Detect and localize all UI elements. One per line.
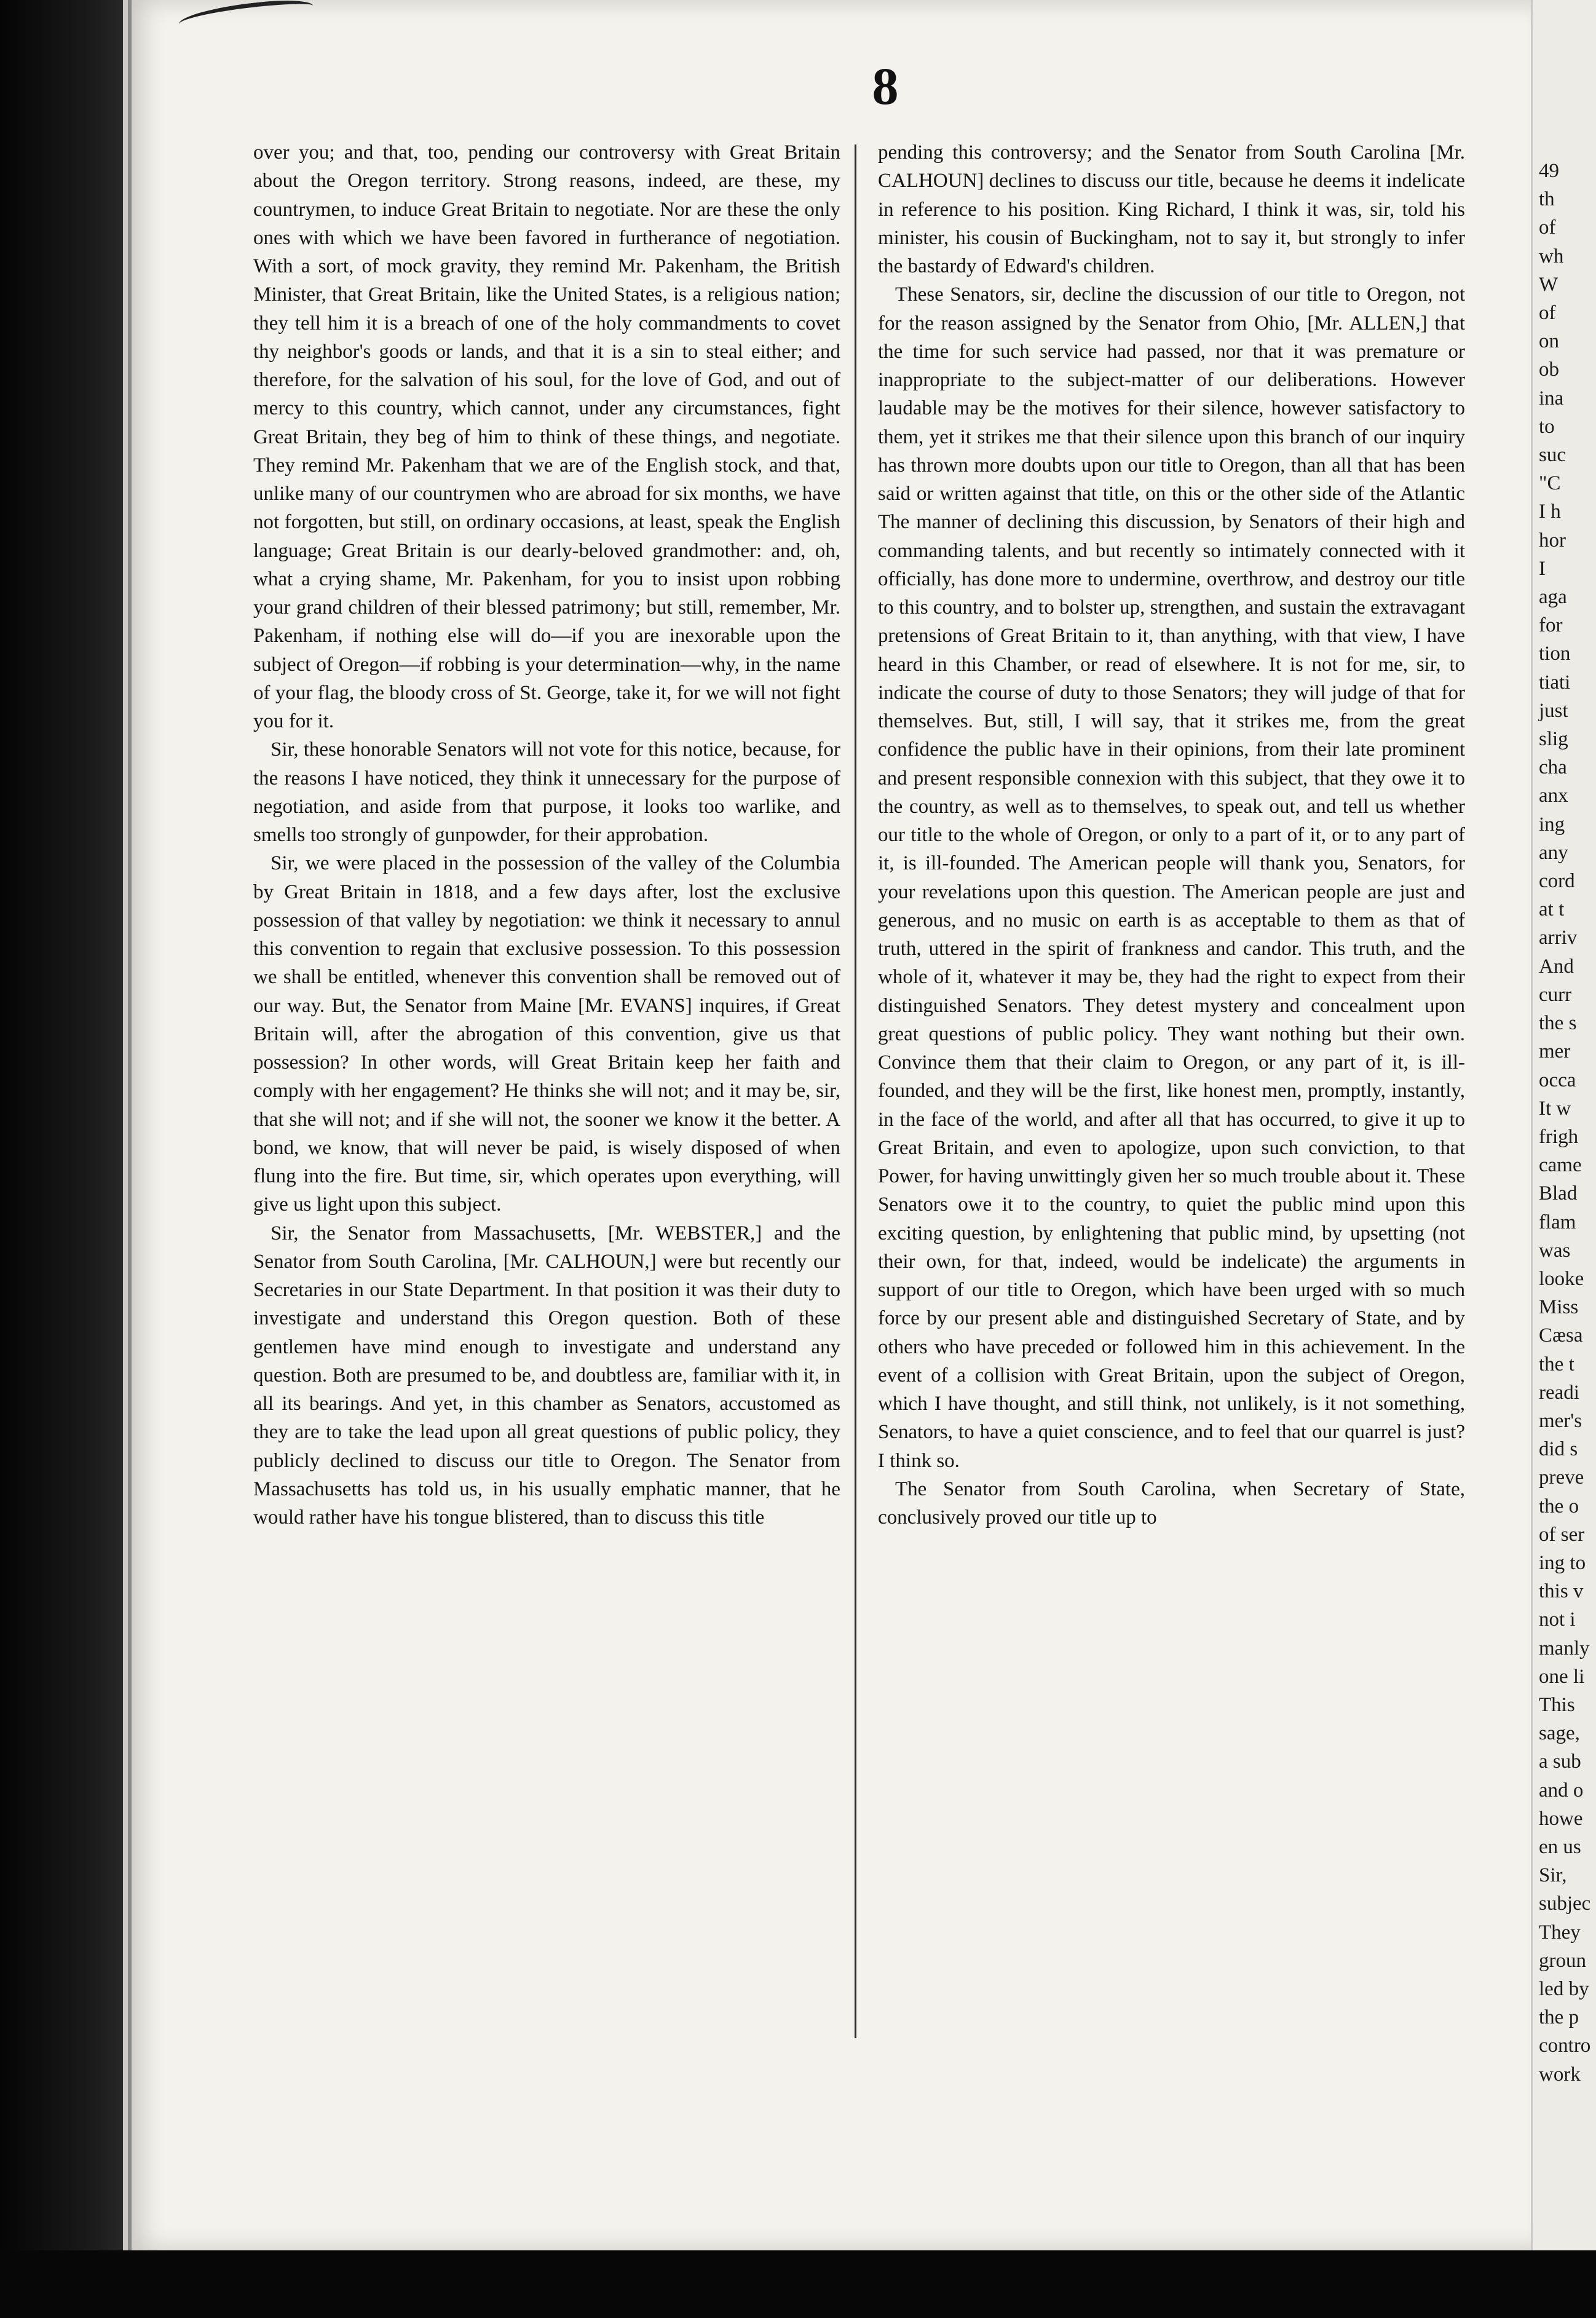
facing-page-fragment: led by	[1539, 1978, 1589, 2000]
paragraph: over you; and that, too, pending our controversy with Great Britain about the Oregon territory. Strong reasons, indeed, are these, my countrymen, to induce Great Britain to negotiate. Nor are these the only ones with which we have been favored in furtherance of negotiation. With a sort, of mock gravity, they remind Mr. Pakenham, the British Minister, that Great Britain, like the United States, is a religious nation; they tell him it is a breach of one of the holy commandments to covet thy neighbor's goods or lands, and that it is a sin to steal either; and therefore, for the salvation of his soul, for the love of God, and out of mercy to this country, which cannot, under any circumstances, fight Great Britain, they beg of him to think of these things, and negotiate. They remind Mr. Pakenham that we are of the English stock, and that, unlike many of our countrymen who are abroad for six months, we have not forgotten, but still, on ordinary occasions, at least, speak the English language; Great Britain is our dearly-beloved grandmother: and, oh, what a crying shame, Mr. Pakenham, for you to insist upon robbing your grand children of their blessed patrimony; but still, remember, Mr. Pakenham, if nothing else will do—if you are inexorable upon the subject of Oregon—if robbing is your determination—why, in the name of your flag, the bloody cross of St. George, take it, for we will not fight you for it.	[253, 141, 840, 732]
facing-page-fragment: and o	[1539, 1779, 1584, 1802]
facing-page-fragment: This	[1539, 1693, 1575, 1716]
paragraph: Sir, we were placed in the possession of the valley of the Columbia by Great Britain in 1818, and a few days after, lost the exclusive possession of that valley by negotiation: we think it necessary to annul this convention to regain that exclusive possession. To this possession we shall be entitled, whenever this convention shall be removed out of our way. But, the Senator from Maine [Mr. EVANS] inquires, if Great Britain will, after the abrogation of this convention, give us that possession? In other words, will Great Britain keep her faith and comply with her engagement? He thinks she will not; and it may be, sir, that she will not; and if she will not, the sooner we know it the better. A bond, we know, that will never be paid, is wisely disposed of when flung into the fire. But time, sir, which operates upon everything, will give us light upon this subject.	[253, 852, 840, 1216]
facing-page-fragment: anx	[1539, 785, 1568, 807]
facing-page-fragment: sage,	[1539, 1722, 1580, 1745]
facing-page-fragment: occa	[1539, 1069, 1576, 1091]
facing-page-fragment: ing to	[1539, 1551, 1586, 1574]
facing-page-fragment: on	[1539, 330, 1559, 353]
facing-page-fragment: And	[1539, 955, 1574, 978]
facing-page-fragment: tion	[1539, 643, 1571, 665]
facing-page-fragment: of ser	[1539, 1523, 1585, 1546]
facing-page-fragment: ina	[1539, 387, 1564, 409]
facing-page-fragment: th	[1539, 188, 1555, 211]
facing-page-fragment: arriv	[1539, 927, 1578, 949]
facing-page-fragment: groun	[1539, 1949, 1586, 1972]
facing-page-fragment: ob	[1539, 358, 1559, 381]
facing-page-fragment: aga	[1539, 586, 1567, 609]
paragraph: Sir, the Senator from Massachusetts, [Mr. WEBSTER,] and the Senator from South Carolina, [Mr. CALHOUN,] were but recently our Secretaries in our State Department. In that position it was their duty to investigate and understand this Oregon question. Both of these gentlemen have mind enough to investigate and understand any question. Both are presumed to be, and doubtless are, familiar with it, in all its bearings. And yet, in this chamber as Senators, accustomed as they are to take the lead upon all great questions of public policy, they publicly declined to discuss our title to Oregon. The Senator from Massachusetts has told us, in his usually emphatic manner, that he would rather have his tongue blistered, than to discuss this title	[253, 1222, 840, 1529]
facing-page-fragment: not i	[1539, 1608, 1576, 1631]
facing-page-fragment: any	[1539, 841, 1568, 864]
facing-page-fragment: this v	[1539, 1580, 1584, 1603]
facing-page-fragment: was	[1539, 1239, 1571, 1262]
facing-page-fragment: Cæsa	[1539, 1324, 1583, 1347]
facing-page-fragment: curr	[1539, 983, 1572, 1006]
facing-page-fragment: looke	[1539, 1267, 1584, 1290]
facing-page-fragment: cha	[1539, 756, 1567, 779]
scan-bottom-border	[0, 2250, 1596, 2318]
facing-page-fragment: W	[1539, 273, 1558, 296]
facing-page-fragment: Sir,	[1539, 1864, 1567, 1887]
column-divider	[855, 144, 856, 2038]
facing-page-fragment: cord	[1539, 870, 1575, 893]
facing-page-fragment: Miss	[1539, 1296, 1579, 1319]
paragraph: pending this controversy; and the Senator from South Carolina [Mr. CALHOUN] declines to discuss our title, because he deems it indelicate in reference to his position. King Richard, I think it was, sir, told his minister, his cousin of Buckingham, not to say it, but strongly to infer the bastardy of Edward's children.	[878, 141, 1465, 277]
facing-page-fragment: readi	[1539, 1381, 1579, 1404]
paragraph: The Senator from South Carolina, when Secretary of State, conclusively proved our title up to	[878, 1477, 1465, 1529]
facing-page-fragment: 49	[1539, 160, 1559, 182]
page-number: 8	[872, 57, 899, 116]
facing-page-fragment: howe	[1539, 1807, 1583, 1830]
facing-page-fragment: manly	[1539, 1637, 1590, 1659]
facing-page-fragments	[1533, 0, 1596, 2089]
facing-page	[1531, 0, 1596, 2250]
facing-page-fragment: "C	[1539, 472, 1561, 495]
facing-page-fragment: They	[1539, 1921, 1581, 1944]
facing-page-fragment: en us	[1539, 1835, 1581, 1858]
facing-page-fragment: the p	[1539, 2006, 1579, 2029]
facing-page-fragment: came	[1539, 1154, 1582, 1177]
facing-page-fragment: just	[1539, 699, 1568, 722]
facing-page-fragment: one li	[1539, 1665, 1585, 1688]
facing-page-fragment: at t	[1539, 898, 1565, 921]
facing-page-fragment: work	[1539, 2063, 1581, 2086]
facing-page-fragment: of	[1539, 302, 1556, 325]
facing-page-fragment: to	[1539, 415, 1555, 438]
facing-page-fragment: suc	[1539, 444, 1566, 467]
facing-page-fragment: for	[1539, 614, 1563, 637]
paragraph: These Senators, sir, decline the discussion of our title to Oregon, not for the reason assigned by the Senator from Ohio, [Mr. ALLEN,] that the time for such service had passed, nor that it was premature or inappropriate to the subject-matter of our deliberations. However laudable may be the motives for their silence, however satisfactory to them, yet it strikes me that their silence upon this branch of our inquiry has thrown more doubts upon our title to Oregon, than all that has been said or written against that title, on this or the other side of the Atlantic The manner of declining this discussion, by Senators of their high and commanding talents, and but recently so intimately connected with it officially, has done more to undermine, overthrow, and destroy our title to this country, and to bolster up, strengthen, and sustain the extravagant pretensions of Great Britain to it, than anything, with that view, I have heard in this Chamber, or read of elsewhere. It is not for me, sir, to indicate the course of duty to those Senators; they will judge of that for themselves. But, still, I will say, that it strikes me, from the great confidence the public have in their opinions, from their late prominent and present responsible connexion with this subject, that they owe it to the country, as well as to themselves, to speak out, and tell us whether our title to the whole of Oregon, or only to a part of it, or to any part of it, is ill-founded. The American people will thank you, Senators, for your revelations upon this question. The American people are just and generous, and no music on earth is as acceptable to them as that of truth, uttered in the spirit of frankness and candor. This truth, and the whole of it, whatever it may be, they had the right to expect from their distinguished Senators. They detest mystery and concealment upon great questions of public policy. They want nothing but their own. Convince them that their claim to Oregon, or any part of it, is ill-founded, and they will be the first, like honest men, promptly, instantly, in the face of the world, and after all that has occurred, to give it up to Great Britain, and even to apologize, upon such conviction, to that Power, for having unwittingly given her so much trouble about it. These Senators owe it to the country, to quiet the public mind upon this exciting question, by enlightening that public mind, by upsetting (not their own, for that, indeed, would be indelicate) the arguments in support of our title to Oregon, which have been urged with so much force by our present able and distinguished Secretary of State, and by others who have preceded or followed him in this achievement. In the event of a collision with Great Britain, upon the subject of Oregon, which I have thought, and still think, not unlikely, is it not something, Senators, to have a quiet conscience, and to feel that our quarrel is just? I think so.	[878, 283, 1465, 1472]
facing-page-fragment: a sub	[1539, 1750, 1581, 1773]
facing-page-fragment: tiati	[1539, 671, 1571, 694]
facing-page-fragment: frigh	[1539, 1125, 1579, 1148]
facing-page-fragment: hor	[1539, 529, 1566, 552]
facing-page-fragment: I h	[1539, 500, 1561, 523]
facing-page-fragment: contro	[1539, 2035, 1591, 2057]
facing-page-fragment: It w	[1539, 1097, 1571, 1120]
facing-page-fragment: subjec	[1539, 1893, 1591, 1915]
paragraph: Sir, these honorable Senators will not vote for this notice, because, for the reasons I have noticed, they think it unnecessary for the purpose of negotiation, and aside from that purpose, it looks too warlike, and smells too strongly of gunpowder, for their approbation.	[253, 738, 840, 846]
facing-page-fragment: Blad	[1539, 1182, 1578, 1205]
facing-page-fragment: slig	[1539, 728, 1568, 751]
facing-page-fragment: the s	[1539, 1012, 1577, 1035]
left-text-column	[253, 138, 840, 2229]
facing-page-fragment: the t	[1539, 1353, 1574, 1375]
facing-page-fragment: wh	[1539, 245, 1564, 267]
facing-page-fragment: of	[1539, 216, 1556, 239]
facing-page-fragment: preve	[1539, 1466, 1584, 1489]
page-edge	[128, 0, 132, 2250]
right-text-column	[878, 138, 1465, 2229]
facing-page-fragment: flam	[1539, 1211, 1576, 1233]
facing-page-fragment: mer	[1539, 1040, 1571, 1063]
facing-page-fragment: I	[1539, 557, 1546, 580]
facing-page-fragment: mer's	[1539, 1409, 1582, 1432]
facing-page-fragment: the o	[1539, 1495, 1579, 1517]
book-spine-shadow	[0, 0, 129, 2318]
facing-page-fragment: did s	[1539, 1438, 1578, 1461]
facing-page-fragment: ing	[1539, 813, 1565, 836]
